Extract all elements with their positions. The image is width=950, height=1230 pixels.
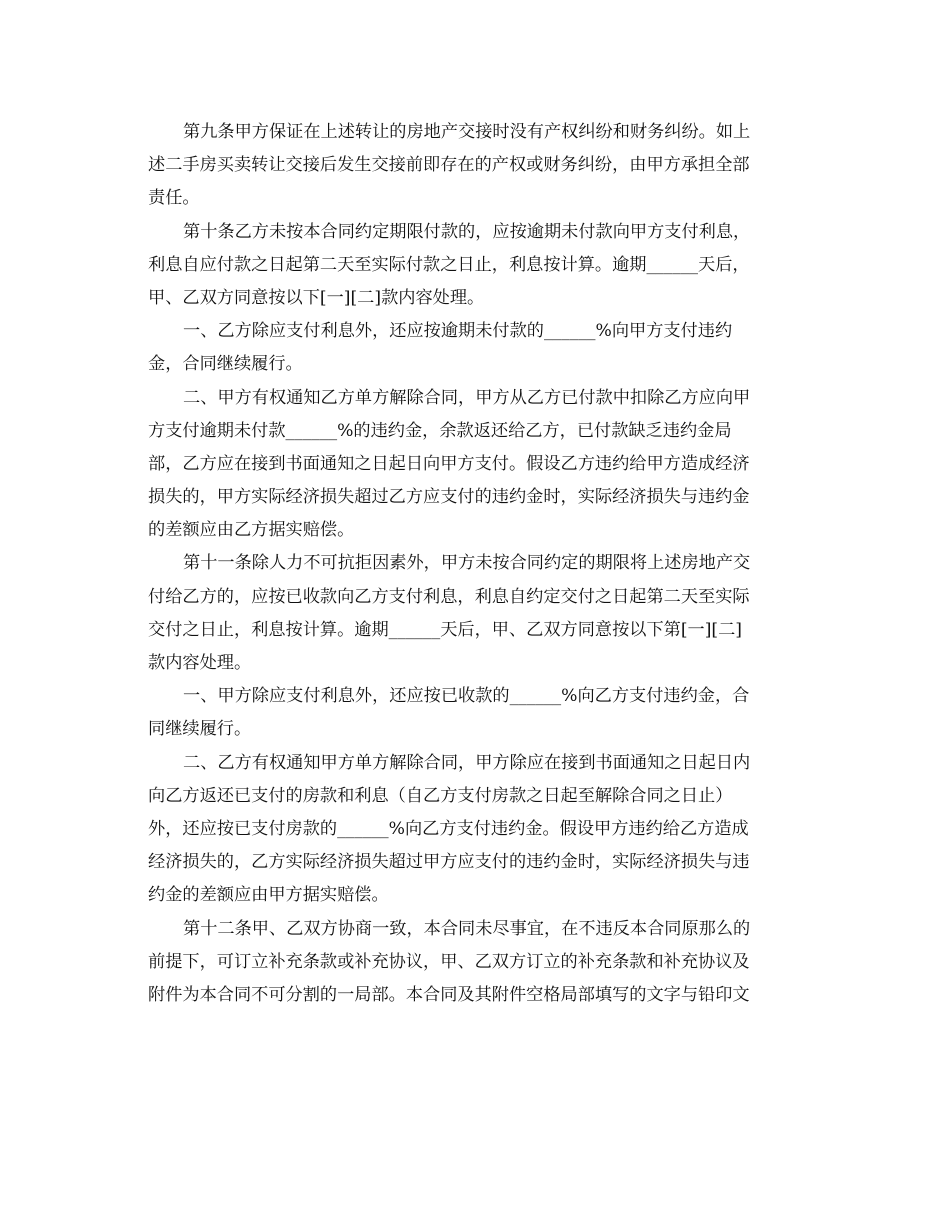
text-line: 第十二条甲、乙双方协商一致，本合同未尽事宜，在不违反本合同原那么的 — [183, 918, 751, 939]
text-line: 损失的，甲方实际经济损失超过乙方应支付的违约金时，实际经济损失与违约金 — [148, 487, 750, 508]
text-line: 甲、乙双方同意按以下[一][二]款内容处理。 — [148, 287, 485, 308]
text-line: 二、乙方有权通知甲方单方解除合同，甲方除应在接到书面通知之日起日内 — [183, 752, 751, 773]
text-line: 附件为本合同不可分割的一局部。本合同及其附件空格局部填写的文字与铅印文 — [148, 984, 750, 1005]
paragraph-article-10-item-1 — [148, 315, 808, 381]
document-body — [148, 116, 808, 1012]
paragraph-article-10 — [148, 216, 808, 316]
paragraph-article-10-item-2 — [148, 382, 808, 548]
text-line: 责任。 — [148, 188, 200, 209]
text-line: 同继续履行。 — [148, 719, 252, 740]
text-line: 一、乙方除应支付利息外，还应按逾期未付款的______%向甲方支付违约 — [183, 321, 733, 342]
text-line: 一、甲方除应支付利息外，还应按已收款的______%向乙方支付违约金，合 — [183, 686, 750, 707]
text-line: 述二手房买卖转让交接后发生交接前即存在的产权或财务纠纷，由甲方承担全部 — [148, 155, 750, 176]
text-line: 第十条乙方未按本合同约定期限付款的，应按逾期未付款向甲方支付利息， — [183, 221, 751, 242]
text-line: 向乙方返还已支付的房款和利息（自乙方支付房款之日起至解除合同之日止） — [148, 785, 733, 806]
paragraph-article-9 — [148, 116, 808, 216]
text-line: 部，乙方应在接到书面通知之日起日向甲方支付。假设乙方违约给甲方造成经济 — [148, 453, 750, 474]
text-line: 二、甲方有权通知乙方单方解除合同，甲方从乙方已付款中扣除乙方应向甲 — [183, 387, 751, 408]
text-line: 金，合同继续履行。 — [148, 354, 303, 375]
text-line: 方支付逾期未付款______%的违约金，余款返还给乙方，已付款缺乏违约金局 — [148, 420, 732, 441]
paragraph-article-12 — [148, 913, 808, 1013]
text-line: 的差额应由乙方据实赔偿。 — [148, 520, 355, 541]
text-line: 第十一条除人力不可抗拒因素外，甲方未按合同约定的期限将上述房地产交 — [183, 553, 751, 574]
text-line: 第九条甲方保证在上述转让的房地产交接时没有产权纠纷和财务纠纷。如上 — [183, 122, 751, 142]
text-line: 付给乙方的，应按已收款向乙方支付利息，利息自约定交付之日起第二天至实际 — [148, 586, 750, 607]
text-line: 前提下，可订立补充条款或补充协议，甲、乙双方订立的补充条款和补充协议及 — [148, 951, 750, 972]
paragraph-article-11-item-2 — [148, 747, 808, 913]
text-line: 约金的差额应由甲方据实赔偿。 — [148, 885, 389, 906]
text-line: 交付之日止，利息按计算。逾期______天后，甲、乙双方同意按以下第[一][二] — [148, 619, 743, 640]
text-line: 经济损失的，乙方实际经济损失超过甲方应支付的违约金时，实际经济损失与违 — [148, 852, 750, 873]
text-line: 利息自应付款之日起第二天至实际付款之日止，利息按计算。逾期______天后， — [148, 254, 750, 275]
paragraph-article-11 — [148, 547, 808, 680]
text-line: 外，还应按已支付房款的______%向乙方支付违约金。假设甲方违约给乙方造成 — [148, 818, 749, 839]
text-line: 款内容处理。 — [148, 653, 252, 673]
paragraph-article-11-item-1 — [148, 680, 808, 746]
